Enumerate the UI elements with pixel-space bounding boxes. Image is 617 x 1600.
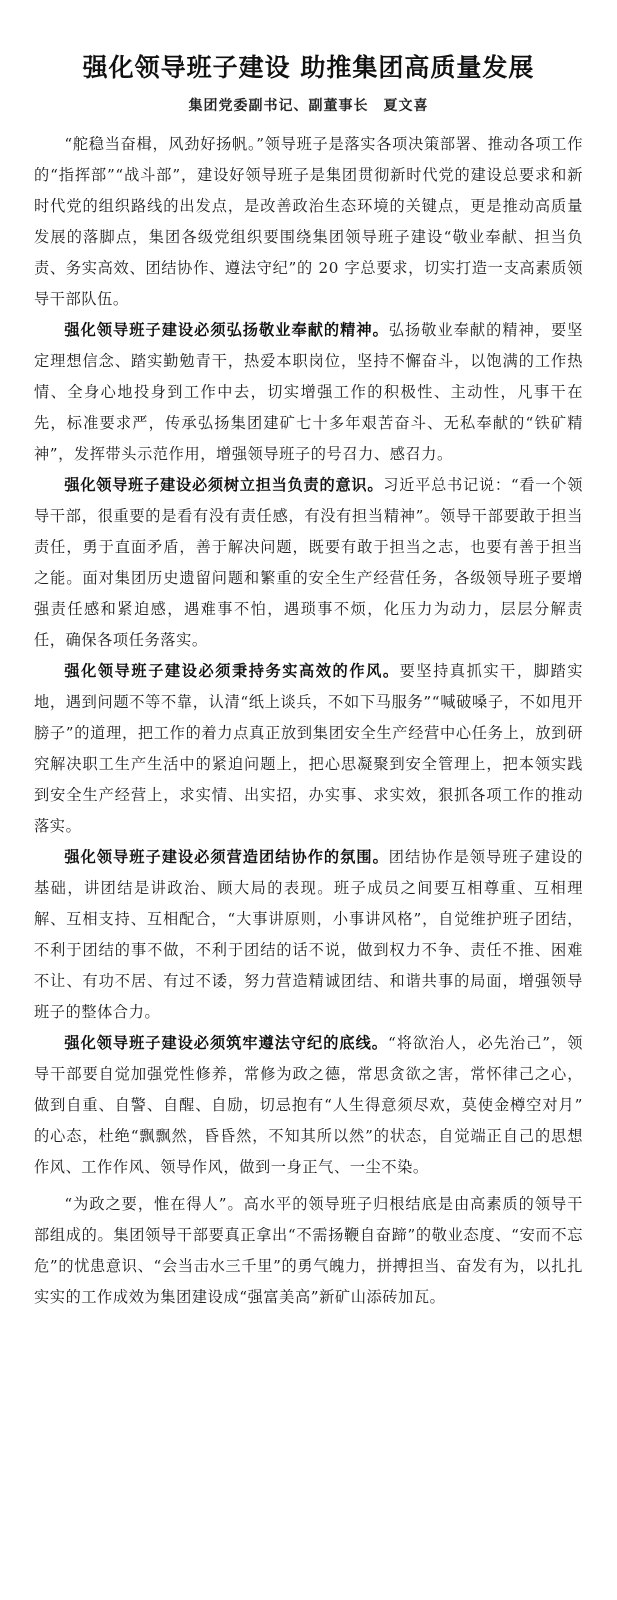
paragraph bbox=[34, 656, 583, 842]
paragraph bbox=[34, 1189, 583, 1313]
paragraph-lead: 强化领导班子建设必须弘扬敬业奉献的精神。 bbox=[64, 320, 389, 339]
paragraph bbox=[34, 129, 583, 315]
page-title: 强化领导班子建设 助推集团高质量发展 bbox=[82, 53, 535, 82]
paragraph-text: 团结协作是领导班子建设的基础，讲团结是讲政治、顾大局的表现。班子成员之间要互相尊重、互相理解、互相支持、互相配合，“大事讲原则，小事讲风格”，自觉维护班子团结，不利于团结的事不做，不利于团结的话不说，做到权力不争、责任不推、困难不让、有功不居、有过不诿，努力营造精诚团结、和谐共事的局面，增强领导班子的整体合力。 bbox=[34, 847, 584, 1021]
paragraph-lead: 强化领导班子建设必须秉持务实高效的作风。 bbox=[64, 661, 400, 680]
paragraph-text: “为政之要，惟在得人”。高水平的领导班子归根结底是由高素质的领导干部组成的。集团领导干部要真正拿出“不需扬鞭自奋蹄”的敬业态度、“安而不忘危”的忧患意识、“会当击水三千里”的勇气魄力，拼搏担当、奋发有为，以扎扎实实的工作成效为集团建设成“强富美高”新矿山添砖加瓦。 bbox=[34, 1194, 583, 1306]
paragraph bbox=[34, 1028, 583, 1183]
paragraph-lead: 强化领导班子建设必须营造团结协作的氛围。 bbox=[64, 847, 389, 866]
paragraph bbox=[34, 842, 583, 1028]
paragraph-text: 习近平总书记说：“看一个领导干部，很重要的是看有没有责任感，有没有担当精神”。领导干部要敢于担当责任，勇于直面矛盾，善于解决问题，既要有敢于担当之志，也要有善于担当之能。面对集团历史遗留问题和繁重的安全生产经营任务，各级领导班子要增强责任感和紧迫感，遇难事不怕，遇琐事不烦，化压力为动力，层层分解责任，确保各项任务落实。 bbox=[34, 475, 583, 649]
paragraph-lead: 强化领导班子建设必须树立担当负责的意识。 bbox=[64, 475, 384, 494]
paragraph-text: “将欲治人，必先治己”，领导干部要自觉加强党性修养，常修为政之德，常思贪欲之害，常怀律己之心，做到自重、自警、自醒、自励，切忌抱有“人生得意须尽欢，莫使金樽空对月”的心态，杜绝“飘飘然，昏昏然，不知其所以然”的状态，自觉端正自己的思想作风、工作作风、领导作风，做到一身正气、一尘不染。 bbox=[34, 1033, 583, 1176]
paragraph bbox=[34, 315, 583, 470]
byline: 集团党委副书记、副董事长 夏文喜 bbox=[188, 97, 429, 114]
paragraph-text: 要坚持真抓实干，脚踏实地，遇到问题不等不靠，认清“纸上谈兵，不如下马服务”“喊破嗓子，不如甩开膀子”的道理，把工作的着力点真正放到集团安全生产经营中心任务上，放到研究解决职工生产生活中的紧迫问题上，把心思凝聚到安全管理上，把本领实践到安全生产经营上，求实情、出实招，办实事、求实效，狠抓各项工作的推动落实。 bbox=[34, 661, 584, 835]
article-body bbox=[34, 129, 583, 1313]
paragraph-text: 弘扬敬业奉献的精神，要坚定理想信念、踏实勤勉青干，热爱本职岗位，坚持不懈奋斗，以饱满的工作热情、全身心地投身到工作中去，切实增强工作的积极性、主动性，凡事干在先，标准要求严，传承弘扬集团建矿七十多年艰苦奋斗、无私奉献的“铁矿精神”，发挥带头示范作用，增强领导班子的号召力、感召力。 bbox=[34, 320, 584, 463]
paragraph bbox=[34, 470, 583, 656]
paragraph-text: “舵稳当奋楫，风劲好扬帆。”领导班子是落实各项决策部署、推动各项工作的“指挥部”“战斗部”，建设好领导班子是集团贯彻新时代党的建设总要求和新时代党的组织路线的出发点，是改善政治生态环境的关键点，更是推动高质量发展的落脚点，集团各级党组织要围绕集团领导班子建设“敬业奉献、担当负责、务实高效、团结协作、遵法守纪”的 20 字总要求，切实打造一支高素质领导干部队伍。 bbox=[34, 134, 583, 308]
paragraph-lead: 强化领导班子建设必须筑牢遵法守纪的底线。 bbox=[64, 1033, 388, 1052]
